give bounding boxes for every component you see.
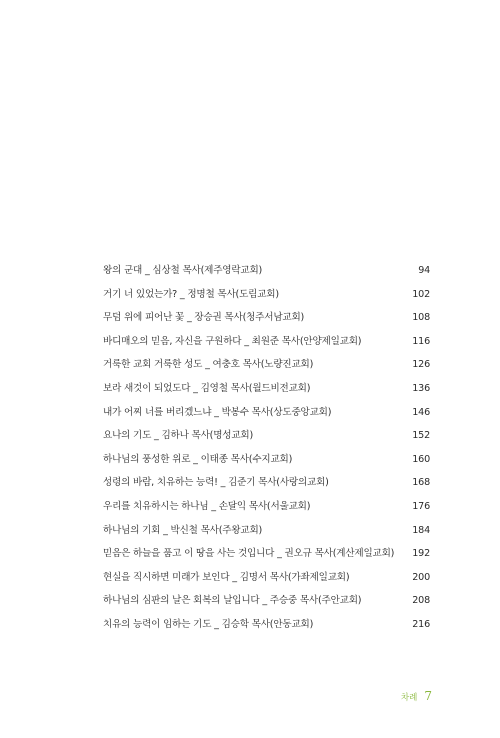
toc-entry-title: 거룩한 교회 거룩한 성도 _ 여충호 목사(노량진교회)	[103, 359, 314, 371]
toc-entry-title: 하나님의 심판의 날은 회복의 날입니다 _ 주승중 목사(주안교회)	[103, 595, 362, 607]
toc-entry-title: 성령의 바람, 치유하는 능력! _ 김준기 목사(사랑의교회)	[103, 477, 329, 489]
toc-entry	[103, 356, 430, 380]
toc-entry-title: 우리를 치유하시는 하나님 _ 손달익 목사(서울교회)	[103, 500, 311, 512]
toc-entry-page: 152	[412, 430, 430, 442]
toc-entry	[103, 474, 430, 498]
toc-entry	[103, 592, 430, 616]
toc-entry-page: 216	[412, 618, 430, 630]
toc-entry-page: 136	[412, 382, 430, 394]
toc-entry-page: 168	[412, 477, 430, 489]
toc-entry-title: 무덤 위에 피어난 꽃 _ 장승권 목사(청주서남교회)	[103, 312, 305, 324]
toc-entry-title: 하나님의 기회 _ 박신철 목사(주왕교회)	[103, 524, 263, 536]
footer-page-number: 7	[424, 689, 432, 703]
toc-entry-page: 160	[412, 453, 430, 465]
toc-entry-page: 102	[412, 288, 430, 300]
toc-entry-title: 보라 새것이 되었도다 _ 김영철 목사(월드비전교회)	[103, 382, 311, 394]
toc-entry	[103, 427, 430, 451]
toc-entry	[103, 404, 430, 428]
toc-entry-page: 108	[412, 312, 430, 324]
toc-entry	[103, 569, 430, 593]
toc-entry	[103, 522, 430, 546]
toc-entry-title: 내가 어찌 너를 버리겠느냐 _ 박봉수 목사(상도중앙교회)	[103, 406, 332, 418]
toc-entry-title: 현실을 직시하면 미래가 보인다 _ 김명서 목사(가좌제일교회)	[103, 571, 350, 583]
toc-entry-title: 요나의 기도 _ 김하나 목사(명성교회)	[103, 430, 254, 442]
toc-entry-title: 바디매오의 믿음, 자신을 구원하다 _ 최원준 목사(안양제일교회)	[103, 335, 362, 347]
toc-entry-page: 94	[418, 265, 430, 276]
toc-entry	[103, 333, 430, 357]
toc-entry-page: 126	[412, 359, 430, 371]
toc-entry-page: 146	[412, 406, 430, 418]
toc-entry-page: 184	[412, 524, 430, 536]
toc-entry-title: 믿음은 하늘을 품고 이 땅을 사는 것입니다 _ 권오규 목사(계산제일교회)	[103, 548, 395, 560]
toc-entry	[103, 545, 430, 569]
toc-entry-title: 거기 너 있었는가? _ 정명철 목사(도림교회)	[103, 288, 279, 300]
toc-entry	[103, 262, 430, 286]
toc-entry-page: 176	[412, 500, 430, 512]
toc-entry	[103, 616, 430, 640]
toc-entry-page: 192	[412, 548, 430, 560]
toc-entry	[103, 286, 430, 310]
toc-entry-page: 116	[412, 335, 430, 347]
toc-entry-title: 왕의 군대 _ 심상철 목사(제주영락교회)	[103, 265, 263, 276]
toc-entry-page: 208	[412, 595, 430, 607]
toc-entry	[103, 451, 430, 475]
page-footer	[401, 689, 432, 703]
toc-entry	[103, 498, 430, 522]
toc-entry-title: 하나님의 풍성한 위로 _ 이태종 목사(수지교회)	[103, 453, 293, 465]
table-of-contents	[103, 262, 430, 640]
toc-entry-page: 200	[412, 571, 430, 583]
toc-entry	[103, 380, 430, 404]
footer-label: 차례	[400, 693, 418, 703]
toc-entry-title: 치유의 능력이 임하는 기도 _ 김승학 목사(안동교회)	[103, 618, 314, 630]
toc-entry	[103, 309, 430, 333]
